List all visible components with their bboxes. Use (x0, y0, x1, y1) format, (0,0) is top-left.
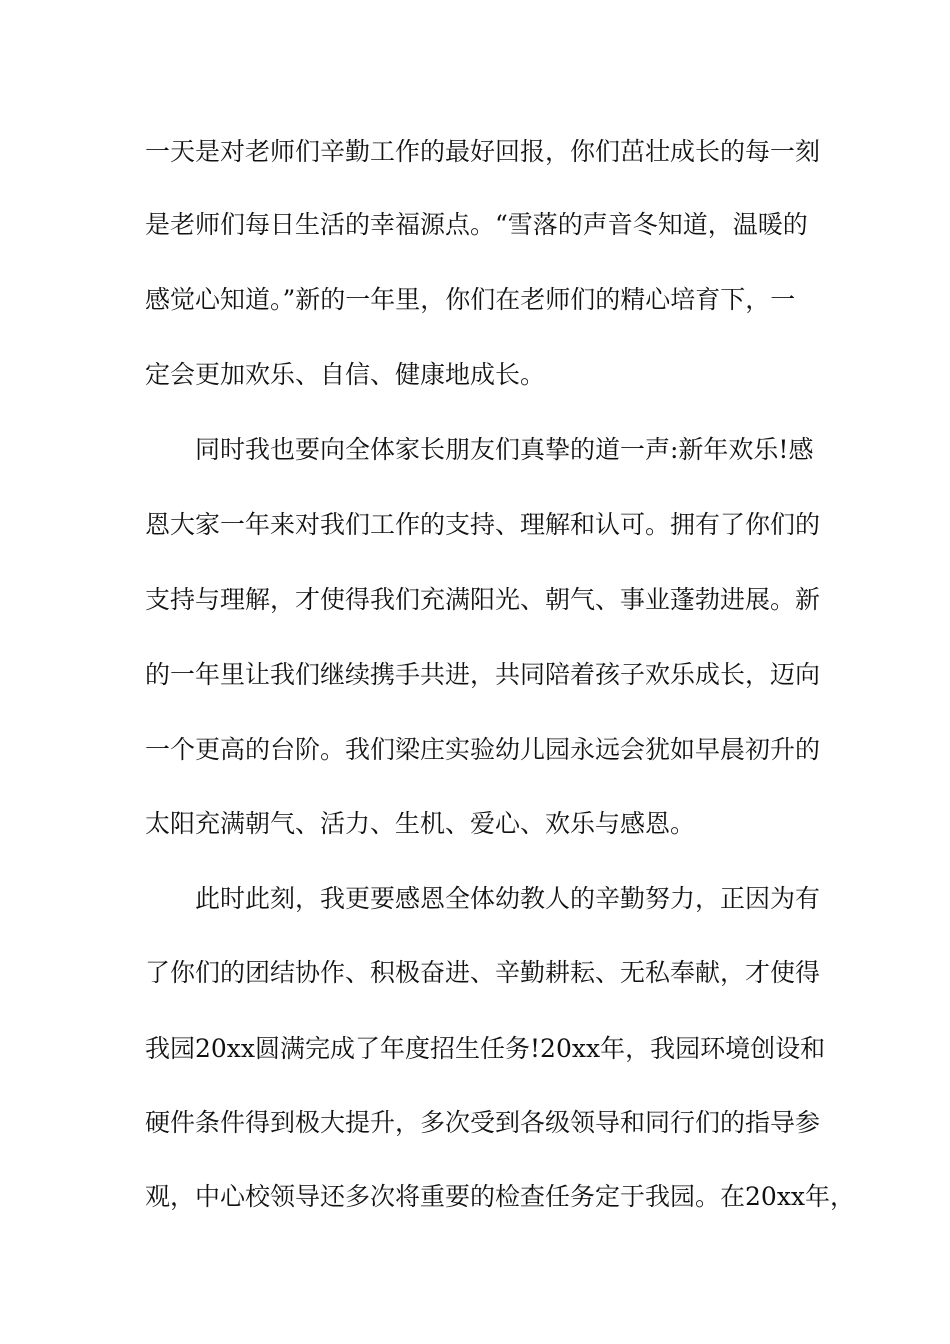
text-line-8: 的一年里让我们继续携手共进，共同陪着孩子欢乐成长，迈向 (145, 660, 821, 689)
text-line-3: 感觉心知道。”新的一年里，你们在老师们的精心培育下，一 (145, 285, 796, 314)
text-line-11: 此时此刻，我更要感恩全体幼教人的辛勤努力，正因为有 (195, 884, 821, 913)
text-line-2: 是老师们每日生活的幸福源点。“雪落的声音冬知道，温暖的 (145, 210, 808, 239)
text-line-14: 硬件条件得到极大提升，多次受到各级领导和同行们的指导参 (145, 1108, 821, 1137)
text-line-12: 了你们的团结协作、积极奋进、辛勤耕耘、无私奉献，才使得 (145, 958, 821, 987)
text-line-15: 观，中心校领导还多次将重要的检查任务定于我园。在20xx年， (145, 1182, 856, 1211)
text-line-1: 一天是对老师们辛勤工作的最好回报，你们茁壮成长的每一刻 (145, 137, 821, 166)
text-line-6: 恩大家一年来对我们工作的支持、理解和认可。拥有了你们的 (145, 510, 821, 539)
text-line-4: 定会更加欢乐、自信、健康地成长。 (145, 360, 546, 389)
text-line-10: 太阳充满朝气、活力、生机、爱心、欢乐与感恩。 (145, 809, 696, 838)
text-line-7: 支持与理解，才使得我们充满阳光、朝气、事业蓬勃进展。新 (145, 585, 821, 614)
text-line-13: 我园20xx圆满完成了年度招生任务!20xx年，我园环境创设和 (145, 1034, 826, 1063)
text-line-9: 一个更高的台阶。我们梁庄实验幼儿园永远会犹如早晨初升的 (145, 735, 821, 764)
text-line-5: 同时我也要向全体家长朋友们真挚的道一声:新年欢乐!感 (195, 435, 814, 464)
